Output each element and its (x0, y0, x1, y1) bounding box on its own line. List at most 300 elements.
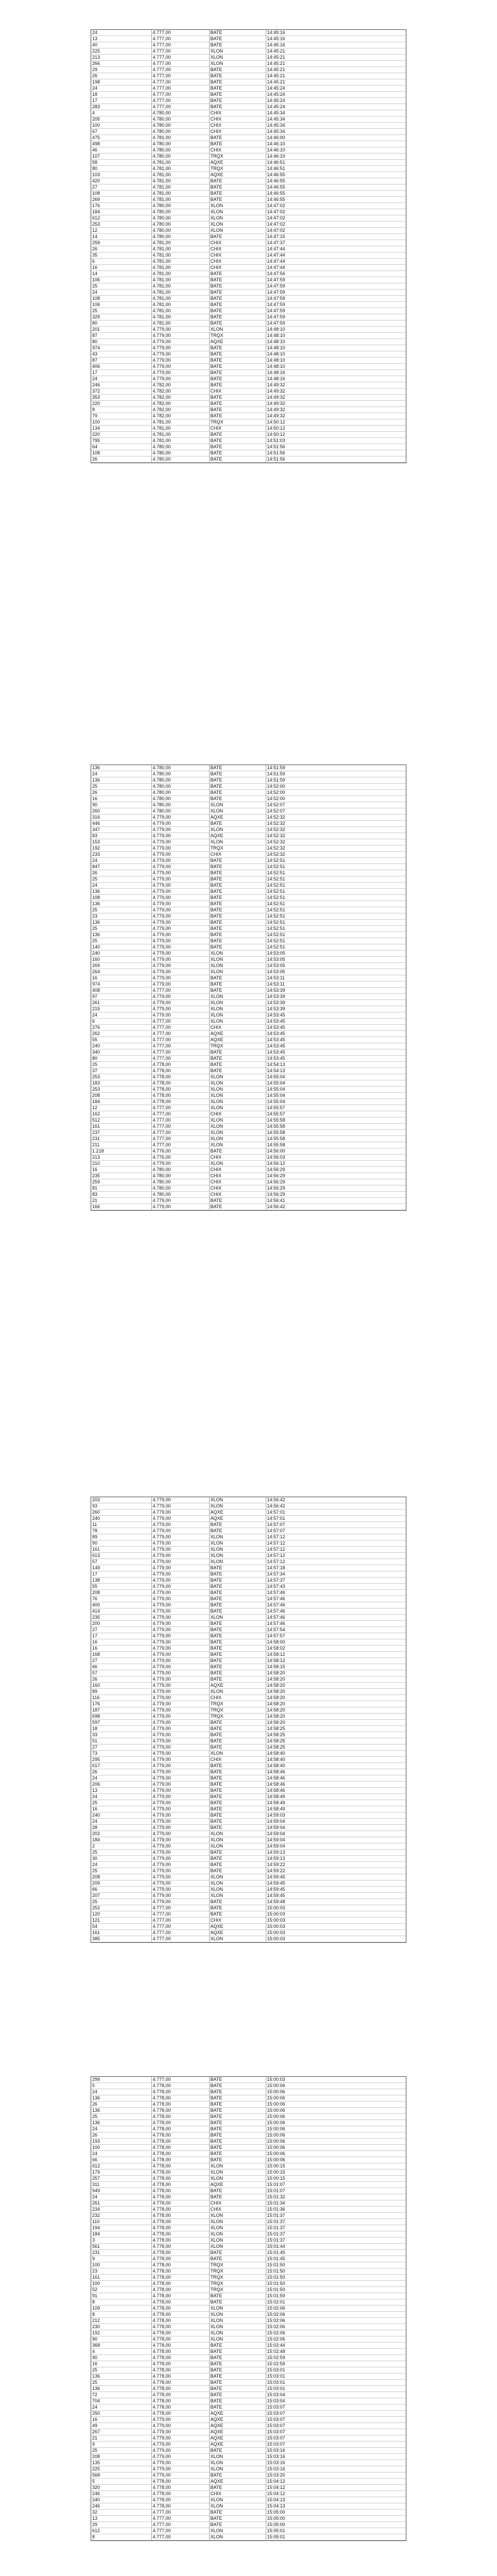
price-cell: 4.777,00 (151, 1025, 209, 1031)
table-row (91, 2176, 406, 2182)
table-row (91, 1868, 406, 1874)
venue-cell: BATE (209, 2089, 266, 2095)
venue-cell: XLON (209, 951, 266, 957)
venue-cell: BATE (209, 407, 266, 413)
venue-cell: CHIX (209, 123, 266, 129)
venue-cell: XLON (209, 1615, 266, 1621)
price-cell: 4.782,00 (151, 395, 209, 401)
table-row (91, 1068, 406, 1074)
time-cell: 14:57:37 (266, 1578, 406, 1584)
venue-cell: BATE (209, 1720, 266, 1726)
venue-cell: BATE (209, 975, 266, 981)
time-cell: 14:52:51 (266, 870, 406, 876)
time-cell: 15:02:06 (266, 2312, 406, 2318)
table-row (91, 2306, 406, 2312)
time-cell: 14:57:18 (266, 1565, 406, 1571)
table-row (91, 969, 406, 975)
volume-cell: 25 (91, 938, 151, 944)
price-cell: 4.778,00 (151, 2324, 209, 2330)
table-row (91, 2244, 406, 2250)
time-cell: 15:04:12 (266, 2491, 406, 2497)
price-cell: 4.778,00 (151, 2207, 209, 2213)
price-cell: 4.779,00 (151, 2454, 209, 2460)
time-cell: 14:57:12 (266, 1547, 406, 1553)
time-cell: 14:51:03 (266, 438, 406, 444)
volume-cell: 87 (91, 358, 151, 364)
price-cell: 4.779,00 (151, 938, 209, 944)
trade-table-1 (91, 29, 406, 463)
volume-cell: 208 (91, 1093, 151, 1099)
price-cell: 4.779,00 (151, 969, 209, 975)
time-cell: 15:02:59 (266, 2361, 406, 2367)
table-row (91, 178, 406, 184)
time-cell: 14:58:20 (266, 1670, 406, 1676)
time-cell: 14:54:13 (266, 1068, 406, 1074)
table-row (91, 938, 406, 944)
price-cell: 4.777,00 (151, 79, 209, 86)
table-row (91, 2188, 406, 2194)
price-cell: 4.778,00 (151, 2108, 209, 2114)
price-cell: 4.778,00 (151, 2299, 209, 2306)
table-row (91, 191, 406, 197)
time-cell: 15:00:06 (266, 2139, 406, 2145)
volume-cell: 329 (91, 314, 151, 320)
price-cell: 4.779,00 (151, 1596, 209, 1602)
price-cell: 4.779,00 (151, 1782, 209, 1788)
time-cell: 15:00:03 (266, 2077, 406, 2083)
price-cell: 4.778,00 (151, 2336, 209, 2343)
price-cell: 4.778,00 (151, 2244, 209, 2250)
time-cell: 14:48:10 (266, 333, 406, 339)
venue-cell: CHIX (209, 1111, 266, 1117)
price-cell: 4.780,00 (151, 1173, 209, 1179)
volume-cell: 9 (91, 2256, 151, 2262)
venue-cell: BATE (209, 2102, 266, 2108)
volume-cell: 25 (91, 1868, 151, 1874)
price-cell: 4.780,00 (151, 790, 209, 796)
table-row (91, 2194, 406, 2200)
price-cell: 4.780,00 (151, 450, 209, 456)
price-cell: 4.779,00 (151, 1646, 209, 1652)
time-cell: 14:45:21 (266, 55, 406, 61)
volume-cell: 3 (91, 2238, 151, 2244)
venue-cell: BATE (209, 1571, 266, 1578)
volume-cell: 83 (91, 833, 151, 839)
volume-cell: 90 (91, 2336, 151, 2343)
price-cell: 4.777,00 (151, 48, 209, 55)
table-row (91, 815, 406, 821)
time-cell: 14:59:04 (266, 1843, 406, 1850)
table-row (91, 141, 406, 147)
volume-cell: 215 (91, 1006, 151, 1012)
price-cell: 4.777,00 (151, 1142, 209, 1148)
table-row (91, 1738, 406, 1744)
table-row (91, 870, 406, 876)
time-cell: 14:57:43 (266, 1584, 406, 1590)
venue-cell: AQXE (209, 2411, 266, 2417)
venue-cell: AQXE (209, 1930, 266, 1936)
time-cell: 14:50:12 (266, 419, 406, 426)
table-row (91, 951, 406, 957)
table-row (91, 1019, 406, 1025)
price-cell: 4.780,00 (151, 808, 209, 815)
venue-cell: XLON (209, 2238, 266, 2244)
price-cell: 4.778,00 (151, 2225, 209, 2231)
volume-cell: 311 (91, 2182, 151, 2188)
time-cell: 15:03:01 (266, 2380, 406, 2386)
venue-cell: XLON (209, 2318, 266, 2324)
price-cell: 4.779,00 (151, 858, 209, 864)
venue-cell: BATE (209, 73, 266, 79)
price-cell: 4.781,00 (151, 252, 209, 259)
venue-cell: XLON (209, 2503, 266, 2510)
time-cell: 14:46:55 (266, 178, 406, 184)
volume-cell: 704 (91, 2398, 151, 2404)
time-cell: 14:57:12 (266, 1534, 406, 1540)
price-cell: 4.779,00 (151, 1819, 209, 1825)
price-cell: 4.777,00 (151, 2510, 209, 2516)
price-cell: 4.779,00 (151, 1012, 209, 1019)
volume-cell: 24 (91, 2089, 151, 2095)
volume-cell: 149 (91, 1565, 151, 1571)
time-cell: 14:46:00 (266, 135, 406, 141)
volume-cell: 135 (91, 2460, 151, 2466)
volume-cell: 26 (91, 790, 151, 796)
volume-cell: 261 (91, 1000, 151, 1006)
table-row (91, 1732, 406, 1738)
time-cell: 15:00:06 (266, 2157, 406, 2163)
volume-cell: 4 (91, 110, 151, 116)
time-cell: 15:03:01 (266, 2386, 406, 2392)
price-cell: 4.781,00 (151, 438, 209, 444)
time-cell: 14:59:45 (266, 1887, 406, 1893)
table-row (91, 1899, 406, 1905)
time-cell: 14:55:57 (266, 1105, 406, 1111)
price-cell: 4.779,00 (151, 1899, 209, 1905)
venue-cell: TRQX (209, 333, 266, 339)
price-cell: 4.779,00 (151, 981, 209, 988)
price-cell: 4.777,00 (151, 2516, 209, 2522)
price-cell: 4.777,00 (151, 1105, 209, 1111)
table-row (91, 308, 406, 314)
volume-cell: 168 (91, 1652, 151, 1658)
venue-cell: BATE (209, 2386, 266, 2392)
price-cell: 4.779,00 (151, 1633, 209, 1639)
venue-cell: BATE (209, 234, 266, 240)
table-row (91, 358, 406, 364)
volume-cell: 87 (91, 333, 151, 339)
table-row (91, 1000, 406, 1006)
price-cell: 4.781,00 (151, 419, 209, 426)
time-cell: 14:58:25 (266, 1744, 406, 1751)
price-cell: 4.779,00 (151, 1843, 209, 1850)
price-cell: 4.779,00 (151, 1510, 209, 1516)
table-row (91, 1646, 406, 1652)
time-cell: 15:01:37 (266, 2219, 406, 2225)
price-cell: 4.778,00 (151, 1080, 209, 1087)
venue-cell: BATE (209, 456, 266, 463)
volume-cell: 78 (91, 1528, 151, 1534)
volume-cell: 257 (91, 2176, 151, 2182)
venue-cell: CHIX (209, 1173, 266, 1179)
table-row (91, 2510, 406, 2516)
venue-cell: BATE (209, 920, 266, 926)
price-cell: 4.780,00 (151, 784, 209, 790)
volume-cell: 240 (91, 1516, 151, 1522)
venue-cell: AQXE (209, 1031, 266, 1037)
time-cell: 14:58:12 (266, 1658, 406, 1664)
volume-cell: 55 (91, 1584, 151, 1590)
price-cell: 4.777,00 (151, 1930, 209, 1936)
price-cell: 4.779,00 (151, 1825, 209, 1831)
volume-cell: 235 (91, 1615, 151, 1621)
volume-cell: 49 (91, 2423, 151, 2429)
venue-cell: BATE (209, 178, 266, 184)
venue-cell: CHIX (209, 1918, 266, 1924)
volume-cell: 100 (91, 2262, 151, 2268)
venue-cell: BATE (209, 2472, 266, 2479)
volume-cell: 260 (91, 1510, 151, 1516)
price-cell: 4.780,00 (151, 203, 209, 209)
trade-table-2 (91, 765, 406, 1211)
volume-cell: 66 (91, 1887, 151, 1893)
time-cell: 14:58:20 (266, 1683, 406, 1689)
table-row (91, 1571, 406, 1578)
table-row (91, 104, 406, 110)
time-cell: 14:55:04 (266, 1087, 406, 1093)
price-cell: 4.779,00 (151, 1664, 209, 1670)
price-cell: 4.777,00 (151, 1056, 209, 1062)
volume-cell: 269 (91, 963, 151, 969)
time-cell: 14:47:02 (266, 215, 406, 222)
volume-cell: 246 (91, 382, 151, 388)
time-cell: 14:56:03 (266, 1155, 406, 1161)
time-cell: 14:51:56 (266, 456, 406, 463)
venue-cell: BATE (209, 320, 266, 327)
volume-cell: 140 (91, 944, 151, 951)
volume-cell: 17 (91, 1571, 151, 1578)
price-cell: 4.778,00 (151, 2188, 209, 2194)
time-cell: 14:46:10 (266, 154, 406, 160)
table-row (91, 320, 406, 327)
time-cell: 15:01:32 (266, 2194, 406, 2200)
venue-cell: AQXE (209, 833, 266, 839)
time-cell: 15:01:07 (266, 2182, 406, 2188)
price-cell: 4.777,00 (151, 67, 209, 73)
volume-cell: 16 (91, 265, 151, 271)
time-cell: 14:58:20 (266, 1714, 406, 1720)
volume-cell: 205 (91, 116, 151, 123)
venue-cell: XLON (209, 1161, 266, 1167)
time-cell: 14:51:56 (266, 450, 406, 456)
volume-cell: 108 (91, 296, 151, 302)
volume-cell: 206 (91, 1782, 151, 1788)
price-cell: 4.779,00 (151, 963, 209, 969)
table-row (91, 1887, 406, 1893)
volume-cell: 187 (91, 1707, 151, 1714)
volume-cell: 46 (91, 147, 151, 154)
time-cell: 14:59:03 (266, 1812, 406, 1819)
time-cell: 14:52:51 (266, 944, 406, 951)
price-cell: 4.779,00 (151, 2466, 209, 2472)
price-cell: 4.777,00 (151, 1019, 209, 1025)
price-cell: 4.779,00 (151, 920, 209, 926)
venue-cell: CHIX (209, 426, 266, 432)
volume-cell: 24 (91, 2404, 151, 2411)
venue-cell: AQXE (209, 2479, 266, 2485)
price-cell: 4.777,00 (151, 1049, 209, 1056)
time-cell: 14:53:45 (266, 1037, 406, 1043)
volume-cell: 24 (91, 858, 151, 864)
volume-cell: 100 (91, 123, 151, 129)
time-cell: 14:49:32 (266, 382, 406, 388)
time-cell: 15:02:44 (266, 2343, 406, 2349)
table-row (91, 1880, 406, 1887)
venue-cell: BATE (209, 2516, 266, 2522)
price-cell: 4.778,00 (151, 2139, 209, 2145)
price-cell: 4.779,00 (151, 1652, 209, 1658)
venue-cell: BATE (209, 2250, 266, 2256)
price-cell: 4.780,00 (151, 228, 209, 234)
table-row (91, 895, 406, 901)
time-cell: 14:57:07 (266, 1528, 406, 1534)
time-cell: 15:00:03 (266, 1936, 406, 1942)
venue-cell: AQXE (209, 2442, 266, 2448)
price-cell: 4.779,00 (151, 1893, 209, 1899)
table-row (91, 2095, 406, 2102)
time-cell: 15:03:07 (266, 2429, 406, 2435)
price-cell: 4.778,00 (151, 2404, 209, 2411)
price-cell: 4.778,00 (151, 2411, 209, 2417)
venue-cell: BATE (209, 901, 266, 907)
volume-cell: 136 (91, 765, 151, 771)
venue-cell: BATE (209, 1868, 266, 1874)
volume-cell: 261 (91, 2200, 151, 2207)
price-cell: 4.779,00 (151, 327, 209, 333)
time-cell: 14:58:25 (266, 1738, 406, 1744)
table-row (91, 1155, 406, 1161)
volume-cell: 80 (91, 1056, 151, 1062)
volume-cell: 230 (91, 2324, 151, 2330)
price-cell: 4.779,00 (151, 1738, 209, 1744)
table-row (91, 184, 406, 191)
time-cell: 14:52:07 (266, 808, 406, 815)
table-row (91, 2089, 406, 2095)
volume-cell: 232 (91, 2213, 151, 2219)
table-row (91, 2213, 406, 2219)
volume-cell: 160 (91, 957, 151, 963)
price-cell: 4.778,00 (151, 2145, 209, 2151)
venue-cell: XLON (209, 55, 266, 61)
venue-cell: BATE (209, 2349, 266, 2355)
time-cell: 15:01:34 (266, 2200, 406, 2207)
price-cell: 4.779,00 (151, 839, 209, 845)
venue-cell: XLON (209, 802, 266, 808)
table-row (91, 907, 406, 913)
table-row (91, 215, 406, 222)
volume-cell: 161 (91, 2275, 151, 2281)
volume-cell: 24 (91, 1012, 151, 1019)
volume-cell: 79 (91, 413, 151, 419)
price-cell: 4.779,00 (151, 1516, 209, 1522)
time-cell: 14:58:20 (266, 1689, 406, 1695)
volume-cell: 14 (91, 234, 151, 240)
price-cell: 4.778,00 (151, 1062, 209, 1068)
price-cell: 4.778,00 (151, 2293, 209, 2299)
venue-cell: CHIX (209, 1695, 266, 1701)
venue-cell: BATE (209, 1744, 266, 1751)
table-row (91, 2516, 406, 2522)
venue-cell: BATE (209, 67, 266, 73)
venue-cell: BATE (209, 2132, 266, 2139)
volume-cell: 210 (91, 1161, 151, 1167)
volume-cell: 6 (91, 259, 151, 265)
price-cell: 4.778,00 (151, 2374, 209, 2380)
venue-cell: XLON (209, 957, 266, 963)
time-cell: 14:47:59 (266, 283, 406, 290)
volume-cell: 91 (91, 2293, 151, 2299)
venue-cell: BATE (209, 382, 266, 388)
time-cell: 14:47:59 (266, 314, 406, 320)
price-cell: 4.779,00 (151, 1751, 209, 1757)
table-row (91, 784, 406, 790)
time-cell: 15:03:04 (266, 2392, 406, 2398)
time-cell: 15:01:37 (266, 2213, 406, 2219)
volume-cell: 108 (91, 450, 151, 456)
price-cell: 4.781,00 (151, 320, 209, 327)
time-cell: 14:52:32 (266, 852, 406, 858)
price-cell: 4.778,00 (151, 2089, 209, 2095)
venue-cell: XLON (209, 1000, 266, 1006)
table-row (91, 1775, 406, 1782)
price-cell: 4.777,00 (151, 1117, 209, 1124)
time-cell: 14:58:46 (266, 1769, 406, 1775)
volume-cell: 231 (91, 2250, 151, 2256)
table-row (91, 376, 406, 382)
table-row (91, 1701, 406, 1707)
volume-cell: 26 (91, 246, 151, 252)
table-row (91, 450, 406, 456)
time-cell: 14:58:49 (266, 1794, 406, 1800)
time-cell: 15:00:06 (266, 2126, 406, 2132)
volume-cell: 16 (91, 2361, 151, 2367)
volume-cell: 25 (91, 784, 151, 790)
venue-cell: XLON (209, 2312, 266, 2318)
volume-cell: 21 (91, 2435, 151, 2442)
venue-cell: AQXE (209, 2182, 266, 2188)
venue-cell: BATE (209, 184, 266, 191)
table-row (91, 1565, 406, 1571)
table-row (91, 852, 406, 858)
time-cell: 14:46:10 (266, 141, 406, 147)
table-row (91, 1806, 406, 1812)
price-cell: 4.779,00 (151, 951, 209, 957)
price-cell: 4.781,00 (151, 296, 209, 302)
time-cell: 14:51:59 (266, 765, 406, 771)
price-cell: 4.778,00 (151, 2176, 209, 2182)
venue-cell: BATE (209, 376, 266, 382)
table-row (91, 92, 406, 98)
volume-cell: 25 (91, 2380, 151, 2386)
price-cell: 4.779,00 (151, 1775, 209, 1782)
venue-cell: BATE (209, 1788, 266, 1794)
volume-cell: 250 (91, 2411, 151, 2417)
venue-cell: XLON (209, 1124, 266, 1130)
volume-cell: 136 (91, 2374, 151, 2380)
price-cell: 4.778,00 (151, 2200, 209, 2207)
price-cell: 4.781,00 (151, 277, 209, 283)
table-row (91, 2318, 406, 2324)
